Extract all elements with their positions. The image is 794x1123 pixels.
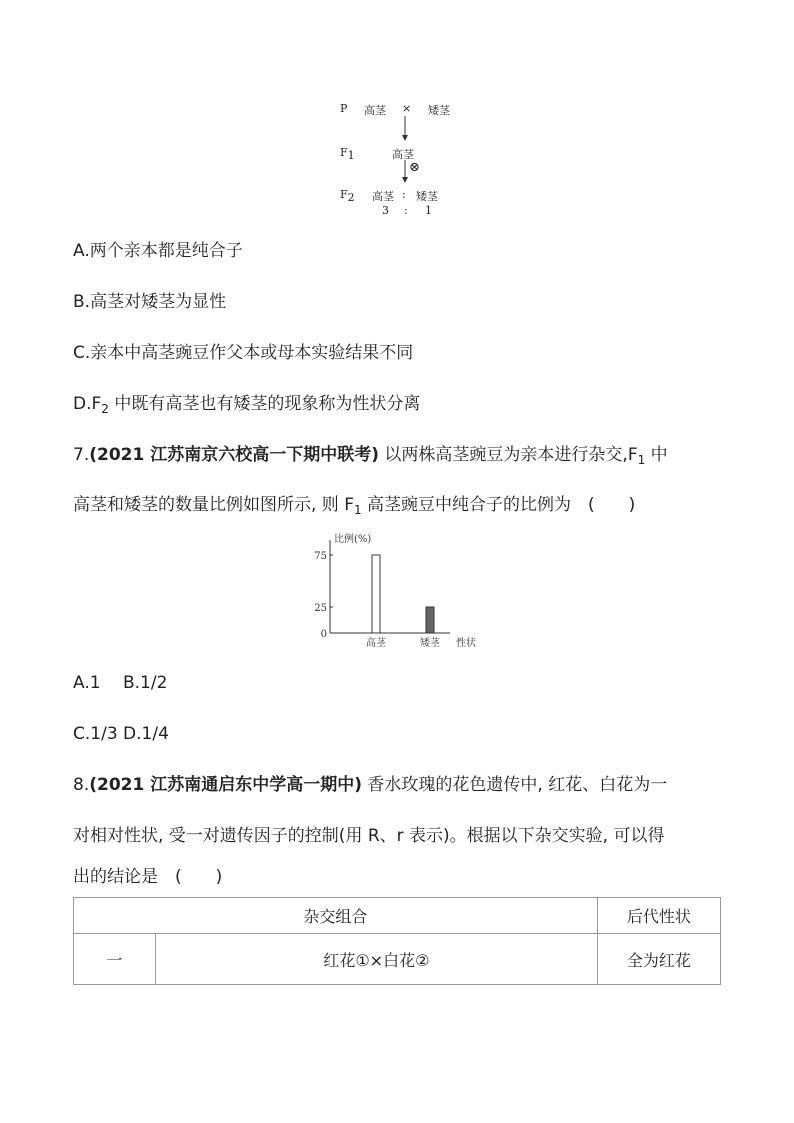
ratio-bar-chart [300,530,500,655]
y-tick-label: 75 [314,551,327,562]
row-offspring-traits: 全为红花 [597,934,720,985]
f2-colon: : [402,188,406,201]
y-tick-label: 0 [320,629,327,640]
bar-tall [372,555,380,633]
arrow-down-icon [400,160,410,184]
f1-value: 高茎 [392,148,414,161]
selfing-icon: ⊗ [409,160,420,175]
q8-line-1: 8.(2021 江苏南通启东中学高一期中) 香水玫瑰的花色遗传中, 红花、白花为一 [73,775,668,795]
row-group-id: 一 [74,934,156,985]
table-row [74,934,721,985]
f2-label: F2 [340,188,355,204]
x-tick-label: 高茎 [366,638,386,649]
table-header-row [74,898,721,934]
row-cross-combination: 红花①×白花② [156,934,598,985]
q8-number: 8. [73,775,90,795]
header-cross-combination: 杂交组合 [74,898,598,934]
q7-options-cd: C.1/3 D.1/4 [73,724,169,744]
q7-source: (2021 江苏南京六校高一下期中联考) [89,445,380,465]
header-offspring-traits: 后代性状 [597,898,720,934]
q6-option-b: B.高茎对矮茎为显性 [73,292,227,312]
parent-tall: 高茎 [364,104,386,117]
q8-line-3: 出的结论是 ( ) [73,867,223,887]
ratio-left: 3 [382,204,389,217]
ratio-right: 1 [425,204,432,217]
parent-dwarf: 矮茎 [428,104,450,117]
f2-dwarf: 矮茎 [416,190,438,203]
f1-label: F1 [340,146,355,162]
genetic-cross-diagram [330,96,470,226]
x-tick-label: 矮茎 [420,638,440,649]
q7-number: 7. [73,445,90,465]
y-tick-label: 25 [314,603,327,614]
q7-line-1: 7.(2021 江苏南京六校高一下期中联考) 以两株高茎豌豆为亲本进行杂交$,F_1$ 中 [73,445,668,467]
q7-line-2: 高茎和矮茎的数量比例如图所示, 则 $F_1$ 高茎豌豆中纯合子的比例为 ( ) [73,495,636,517]
q6-option-a: A.两个亲本都是纯合子 [73,241,243,261]
f2-tall: 高茎 [372,190,394,203]
q7-options-ab: A.1 B.1/2 [73,673,168,693]
q8-line-2: 对相对性状, 受一对遗传因子的控制(用 R、r 表示)。根据以下杂交实验, 可以得 [73,826,665,846]
q6-option-d: $D.F_2$ 中既有高茎也有矮茎的现象称为性状分离 [73,394,421,416]
bar-dwarf [426,607,434,633]
cross-experiment-table [73,897,721,985]
ratio-colon: : [404,204,408,217]
q6-option-c: C.亲本中高茎豌豆作父本或母本实验结果不同 [73,343,414,363]
x-axis-label: 性状 [456,638,476,649]
p-label: P [340,102,348,115]
y-axis-label: 比例(%) [334,534,372,545]
arrow-down-icon [400,116,410,142]
q8-source: (2021 江苏南通启东中学高一期中) [89,775,363,795]
cross-symbol: × [402,102,412,115]
